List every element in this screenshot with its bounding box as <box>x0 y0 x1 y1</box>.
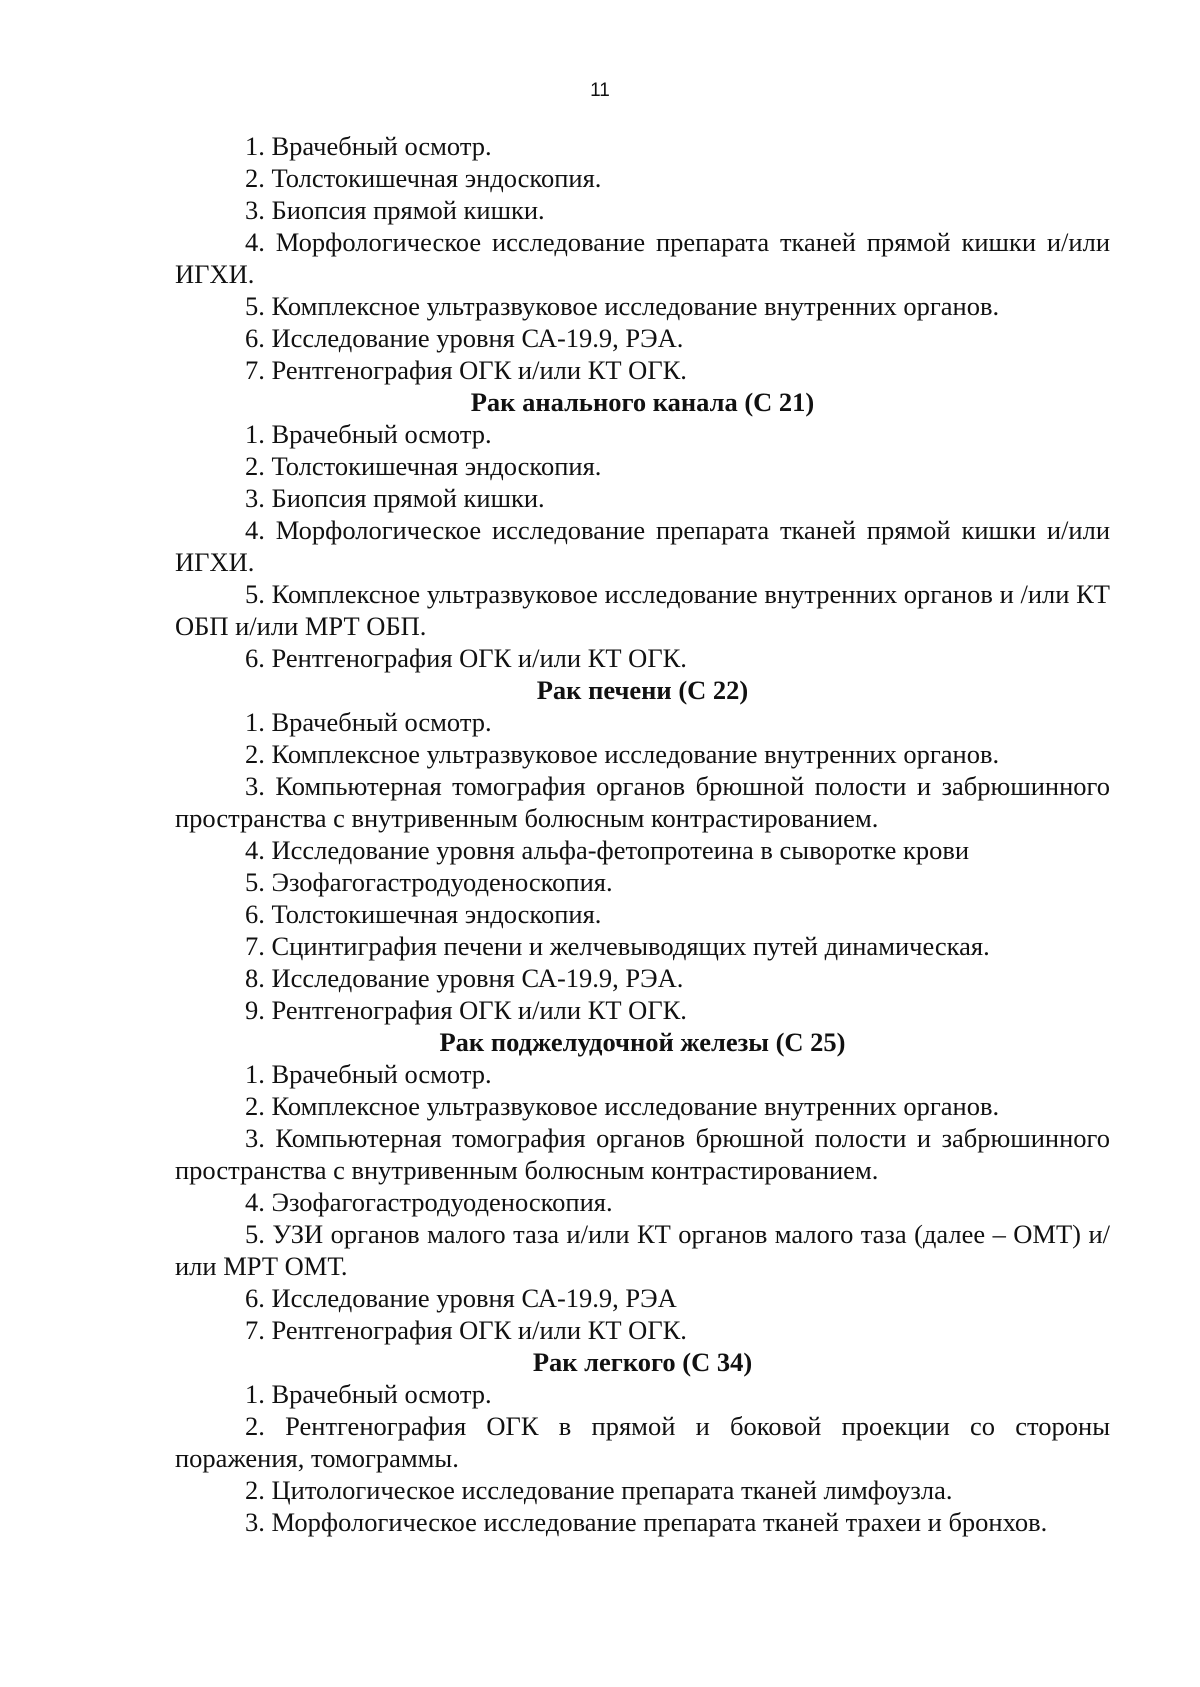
list-item: 8. Исследование уровня СА-19.9, РЭА. <box>245 963 684 993</box>
section-heading: Рак легкого (С 34) <box>532 1347 753 1377</box>
list-item: 6. Исследование уровня СА-19.9, РЭА. <box>245 323 684 353</box>
list-item: 5. УЗИ органов малого таза и/или КТ органов малого таза (далее – ОМТ) и/или МРТ ОМТ. <box>175 1219 1110 1281</box>
list-item: 2. Толстокишечная эндоскопия. <box>245 451 602 481</box>
list-item: 2. Цитологическое исследование препарата тканей лимфоузла. <box>245 1475 953 1505</box>
list-item: 4. Морфологическое исследование препарата тканей прямой кишки и/или ИГХИ. <box>175 227 1110 289</box>
section-pancreas <box>175 1026 1110 1346</box>
list-item: 2. Комплексное ультразвуковое исследование внутренних органов. <box>245 1091 1000 1121</box>
section-heading: Рак анального канала (С 21) <box>470 387 815 417</box>
list-item: 1. Врачебный осмотр. <box>245 131 492 161</box>
list-item: 3. Биопсия прямой кишки. <box>245 195 545 225</box>
list-item: 3. Компьютерная томография органов брюшной полости и забрюшинного пространства с внутривенным болюсным контрастированием. <box>175 1123 1110 1185</box>
list-item: 1. Врачебный осмотр. <box>245 707 492 737</box>
list-item: 5. Комплексное ультразвуковое исследование внутренних органов и /или КТ ОБП и/или МРТ ОБП. <box>175 579 1110 641</box>
list-item: 6. Исследование уровня СА-19.9, РЭА <box>245 1283 677 1313</box>
list-item: 7. Рентгенография ОГК и/или КТ ОГК. <box>245 1315 687 1345</box>
page-number: 11 <box>590 80 610 101</box>
section-liver <box>175 674 1110 1026</box>
section-rectal-continued <box>175 130 1110 386</box>
list-item: 2. Комплексное ультразвуковое исследование внутренних органов. <box>245 739 1000 769</box>
list-item: 5. Комплексное ультразвуковое исследование внутренних органов. <box>245 291 1000 321</box>
section-heading: Рак поджелудочной железы (С 25) <box>439 1027 846 1057</box>
list-item: 4. Морфологическое исследование препарата тканей прямой кишки и/или ИГХИ. <box>175 515 1110 577</box>
list-item: 1. Врачебный осмотр. <box>245 1059 492 1089</box>
list-item: 9. Рентгенография ОГК и/или КТ ОГК. <box>245 995 687 1025</box>
list-item: 7. Рентгенография ОГК и/или КТ ОГК. <box>245 355 687 385</box>
list-item: 6. Рентгенография ОГК и/или КТ ОГК. <box>245 643 687 673</box>
section-lung <box>175 1346 1110 1538</box>
list-item: 2. Рентгенография ОГК в прямой и боковой проекции со стороны поражения, томограммы. <box>175 1411 1110 1473</box>
list-item: 6. Толстокишечная эндоскопия. <box>245 899 602 929</box>
list-item: 7. Сцинтиграфия печени и желчевыводящих путей динамическая. <box>245 931 990 961</box>
section-heading: Рак печени (С 22) <box>536 675 749 705</box>
list-item: 3. Компьютерная томография органов брюшной полости и забрюшинного пространства с внутривенным болюсным контрастированием. <box>175 771 1110 833</box>
list-item: 4. Эзофагогастродуоденоскопия. <box>245 1187 613 1217</box>
list-item: 1. Врачебный осмотр. <box>245 419 492 449</box>
list-item: 4. Исследование уровня альфа-фетопротеина в сыворотке крови <box>245 835 970 865</box>
list-item: 2. Толстокишечная эндоскопия. <box>245 163 602 193</box>
list-item: 5. Эзофагогастродуоденоскопия. <box>245 867 613 897</box>
list-item: 1. Врачебный осмотр. <box>245 1379 492 1409</box>
section-anal-canal <box>175 386 1110 674</box>
document-body <box>175 130 1110 1538</box>
list-item: 3. Биопсия прямой кишки. <box>245 483 545 513</box>
list-item: 3. Морфологическое исследование препарата тканей трахеи и бронхов. <box>245 1507 1048 1537</box>
